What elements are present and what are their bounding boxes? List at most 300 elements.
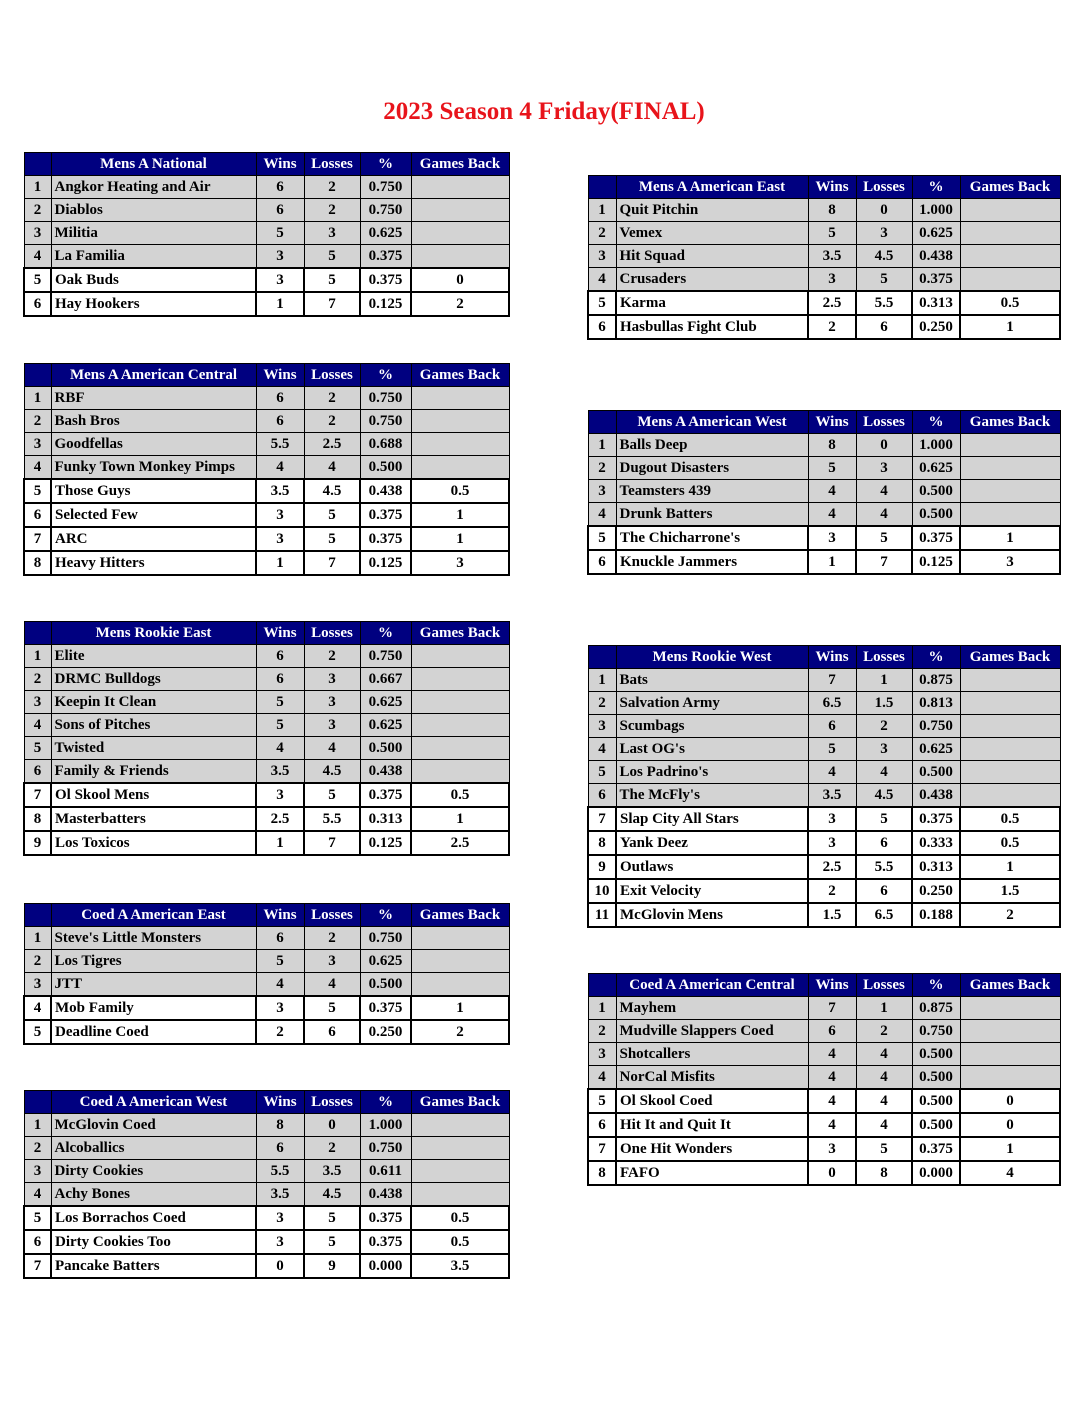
games-back-header: Games Back (960, 411, 1060, 434)
header-row (24, 153, 509, 176)
wins-header: Wins (256, 1091, 304, 1114)
rank-cell: 3 (588, 1043, 616, 1066)
rank-cell: 1 (588, 199, 616, 222)
games-back-cell (411, 1160, 509, 1183)
games-back-cell (960, 503, 1060, 527)
wins-header: Wins (808, 176, 856, 199)
wins-cell: 3 (256, 1230, 304, 1254)
rank-cell: 3 (588, 245, 616, 268)
wins-cell: 1 (256, 831, 304, 855)
games-back-cell (960, 1066, 1060, 1090)
rank-header (24, 622, 51, 645)
standings-table (23, 363, 510, 576)
team-name: Those Guys (51, 479, 256, 503)
pct-cell: 0.500 (912, 1113, 960, 1137)
rank-cell: 3 (24, 973, 51, 997)
losses-header: Losses (856, 646, 912, 669)
games-back-cell: 1 (960, 315, 1060, 339)
pct-cell: 0.750 (360, 387, 411, 410)
team-name: Hit It and Quit It (616, 1113, 808, 1137)
table-row (24, 199, 509, 222)
pct-cell: 0.375 (912, 807, 960, 831)
pct-cell: 0.250 (360, 1020, 411, 1044)
rank-cell: 4 (588, 268, 616, 292)
losses-cell: 3 (856, 457, 912, 480)
losses-cell: 1 (856, 669, 912, 692)
pct-cell: 0.500 (912, 1089, 960, 1113)
losses-cell: 2 (304, 387, 360, 410)
table-row (24, 503, 509, 527)
pct-header: % (360, 904, 411, 927)
rank-cell: 5 (24, 1206, 51, 1230)
losses-header: Losses (304, 364, 360, 387)
games-back-cell: 0.5 (960, 291, 1060, 315)
table-row (24, 433, 509, 456)
losses-cell: 2 (856, 715, 912, 738)
games-back-cell (411, 387, 509, 410)
wins-cell: 6 (256, 199, 304, 222)
pct-header: % (360, 364, 411, 387)
team-name: Elite (51, 645, 256, 668)
table-row (588, 1043, 1060, 1066)
games-back-cell (960, 245, 1060, 268)
losses-cell: 3 (856, 738, 912, 761)
losses-cell: 5 (856, 268, 912, 292)
table-row (588, 1137, 1060, 1161)
wins-cell: 0 (256, 1254, 304, 1278)
games-back-cell: 3 (960, 550, 1060, 574)
games-back-cell (960, 715, 1060, 738)
games-back-cell: 0.5 (960, 831, 1060, 855)
rank-cell: 10 (588, 879, 616, 903)
team-name: Slap City All Stars (616, 807, 808, 831)
games-back-cell: 2 (960, 903, 1060, 927)
games-back-cell (411, 927, 509, 950)
losses-cell: 5.5 (856, 855, 912, 879)
games-back-cell (960, 761, 1060, 784)
rank-cell: 3 (588, 715, 616, 738)
pct-cell: 0.375 (360, 1206, 411, 1230)
standings-table (587, 973, 1061, 1186)
games-back-cell: 1 (960, 526, 1060, 550)
team-name: Dirty Cookies (51, 1160, 256, 1183)
wins-cell: 3 (256, 1206, 304, 1230)
table-row (588, 669, 1060, 692)
rank-cell: 1 (24, 1114, 51, 1137)
table-row (588, 503, 1060, 527)
team-name: Shotcallers (616, 1043, 808, 1066)
rank-header (588, 974, 616, 997)
games-back-cell: 1 (411, 527, 509, 551)
rank-cell: 3 (588, 480, 616, 503)
table-row (24, 1206, 509, 1230)
wins-header: Wins (808, 974, 856, 997)
rank-cell: 1 (24, 645, 51, 668)
losses-cell: 4 (304, 973, 360, 997)
games-back-cell (411, 176, 509, 199)
rank-header (24, 904, 51, 927)
losses-cell: 6.5 (856, 903, 912, 927)
pct-cell: 0.188 (912, 903, 960, 927)
table-row (24, 760, 509, 784)
rank-cell: 2 (24, 950, 51, 973)
pct-cell: 0.313 (360, 807, 411, 831)
losses-cell: 1 (856, 997, 912, 1020)
games-back-cell: 3.5 (411, 1254, 509, 1278)
pct-cell: 0.438 (360, 760, 411, 784)
table-row (24, 245, 509, 269)
losses-cell: 4.5 (856, 784, 912, 808)
pct-cell: 1.000 (912, 199, 960, 222)
rank-cell: 4 (24, 245, 51, 269)
wins-cell: 6 (256, 668, 304, 691)
rank-cell: 1 (24, 387, 51, 410)
wins-cell: 3.5 (256, 479, 304, 503)
rank-cell: 4 (588, 738, 616, 761)
wins-cell: 3 (808, 526, 856, 550)
rank-cell: 9 (24, 831, 51, 855)
games-back-header: Games Back (411, 364, 509, 387)
table-row (24, 1020, 509, 1044)
rank-cell: 7 (588, 1137, 616, 1161)
pct-cell: 0.667 (360, 668, 411, 691)
losses-cell: 5 (304, 783, 360, 807)
pct-cell: 0.375 (912, 1137, 960, 1161)
games-back-cell (411, 737, 509, 760)
losses-header: Losses (856, 176, 912, 199)
team-name: Los Toxicos (51, 831, 256, 855)
page-title: 2023 Season 4 Friday(FINAL) (383, 98, 705, 125)
games-back-cell (411, 1183, 509, 1207)
losses-cell: 5.5 (856, 291, 912, 315)
pct-header: % (360, 153, 411, 176)
rank-cell: 2 (588, 692, 616, 715)
wins-cell: 3 (256, 996, 304, 1020)
team-name: Salvation Army (616, 692, 808, 715)
rank-cell: 6 (588, 315, 616, 339)
wins-cell: 2 (256, 1020, 304, 1044)
rank-cell: 2 (588, 457, 616, 480)
pct-header: % (912, 176, 960, 199)
losses-cell: 3 (304, 222, 360, 245)
team-name: Hit Squad (616, 245, 808, 268)
team-name: The Chicharrone's (616, 526, 808, 550)
pct-cell: 0.250 (912, 879, 960, 903)
standings-table (587, 645, 1061, 928)
wins-cell: 3 (256, 268, 304, 292)
standings-table (23, 621, 510, 856)
losses-cell: 7 (856, 550, 912, 574)
games-back-cell (411, 245, 509, 269)
table-row (24, 387, 509, 410)
pct-cell: 0.375 (360, 783, 411, 807)
wins-cell: 1 (256, 292, 304, 316)
losses-cell: 3 (304, 691, 360, 714)
losses-cell: 6 (856, 315, 912, 339)
wins-cell: 8 (256, 1114, 304, 1137)
losses-cell: 2 (304, 927, 360, 950)
wins-header: Wins (256, 622, 304, 645)
losses-cell: 6 (856, 831, 912, 855)
games-back-cell (411, 199, 509, 222)
games-back-cell: 2 (411, 1020, 509, 1044)
losses-cell: 3 (856, 222, 912, 245)
wins-cell: 5.5 (256, 1160, 304, 1183)
games-back-cell (411, 714, 509, 737)
division-name: Mens Rookie East (51, 622, 256, 645)
rank-header (588, 646, 616, 669)
team-name: Angkor Heating and Air (51, 176, 256, 199)
team-name: Los Borrachos Coed (51, 1206, 256, 1230)
losses-cell: 3 (304, 950, 360, 973)
table-row (588, 1020, 1060, 1043)
pct-header: % (912, 974, 960, 997)
games-back-cell: 3 (411, 551, 509, 575)
losses-header: Losses (856, 411, 912, 434)
wins-header: Wins (256, 153, 304, 176)
losses-cell: 5 (304, 268, 360, 292)
rank-cell: 4 (24, 1183, 51, 1207)
pct-header: % (912, 646, 960, 669)
team-name: Achy Bones (51, 1183, 256, 1207)
team-name: Dugout Disasters (616, 457, 808, 480)
table-row (24, 737, 509, 760)
team-name: La Familia (51, 245, 256, 269)
pct-cell: 0.625 (360, 691, 411, 714)
division-name: Mens A American West (616, 411, 808, 434)
pct-cell: 0.313 (912, 291, 960, 315)
pct-cell: 0.625 (360, 222, 411, 245)
wins-cell: 6 (256, 176, 304, 199)
wins-cell: 7 (808, 669, 856, 692)
wins-cell: 5 (808, 222, 856, 245)
wins-header: Wins (808, 411, 856, 434)
table-row (24, 551, 509, 575)
standings-table (587, 410, 1061, 575)
wins-cell: 5 (808, 738, 856, 761)
losses-cell: 2 (304, 176, 360, 199)
pct-cell: 0.500 (912, 1066, 960, 1090)
table-row (24, 691, 509, 714)
table-row (588, 480, 1060, 503)
rank-cell: 1 (588, 997, 616, 1020)
pct-cell: 0.813 (912, 692, 960, 715)
rank-cell: 8 (24, 551, 51, 575)
pct-cell: 0.438 (912, 784, 960, 808)
losses-cell: 2 (304, 645, 360, 668)
table-row (24, 714, 509, 737)
pct-cell: 0.500 (912, 503, 960, 527)
pct-cell: 0.750 (360, 199, 411, 222)
table-row (24, 927, 509, 950)
losses-cell: 5 (304, 1230, 360, 1254)
rank-cell: 4 (588, 503, 616, 527)
pct-cell: 0.500 (912, 1043, 960, 1066)
pct-cell: 0.750 (360, 927, 411, 950)
team-name: Ol Skool Mens (51, 783, 256, 807)
losses-cell: 5 (304, 527, 360, 551)
rank-cell: 7 (24, 1254, 51, 1278)
games-back-cell: 1 (411, 503, 509, 527)
wins-cell: 2.5 (808, 291, 856, 315)
losses-cell: 7 (304, 551, 360, 575)
wins-cell: 4 (808, 1043, 856, 1066)
wins-cell: 3 (256, 527, 304, 551)
games-back-header: Games Back (411, 904, 509, 927)
table-row (588, 692, 1060, 715)
table-row (24, 1230, 509, 1254)
games-back-cell (960, 738, 1060, 761)
losses-cell: 4 (856, 1113, 912, 1137)
rank-cell: 5 (24, 268, 51, 292)
pct-cell: 0.500 (912, 480, 960, 503)
games-back-cell: 0.5 (411, 479, 509, 503)
team-name: Hasbullas Fight Club (616, 315, 808, 339)
table-row (24, 527, 509, 551)
pct-cell: 0.500 (360, 456, 411, 480)
wins-cell: 5 (256, 950, 304, 973)
losses-cell: 0 (856, 199, 912, 222)
losses-cell: 4.5 (304, 479, 360, 503)
wins-cell: 6 (256, 1137, 304, 1160)
losses-cell: 5 (304, 996, 360, 1020)
header-row (24, 904, 509, 927)
games-back-cell: 0 (960, 1089, 1060, 1113)
rank-cell: 3 (24, 1160, 51, 1183)
wins-cell: 1 (256, 551, 304, 575)
pct-cell: 0.438 (360, 479, 411, 503)
wins-cell: 4 (808, 1113, 856, 1137)
rank-cell: 2 (588, 222, 616, 245)
team-name: DRMC Bulldogs (51, 668, 256, 691)
rank-cell: 6 (588, 550, 616, 574)
losses-header: Losses (304, 622, 360, 645)
games-back-cell: 0.5 (411, 783, 509, 807)
games-back-cell (411, 645, 509, 668)
games-back-cell (960, 784, 1060, 808)
pct-cell: 0.625 (360, 714, 411, 737)
rank-header (588, 176, 616, 199)
rank-cell: 7 (24, 527, 51, 551)
wins-cell: 3.5 (808, 784, 856, 808)
table-row (588, 879, 1060, 903)
team-name: Pancake Batters (51, 1254, 256, 1278)
wins-cell: 6 (808, 715, 856, 738)
table-row (588, 997, 1060, 1020)
games-back-header: Games Back (960, 176, 1060, 199)
games-back-cell: 0 (960, 1113, 1060, 1137)
pct-cell: 0.375 (912, 268, 960, 292)
team-name: Exit Velocity (616, 879, 808, 903)
wins-cell: 5 (256, 691, 304, 714)
losses-cell: 5.5 (304, 807, 360, 831)
team-name: JTT (51, 973, 256, 997)
table-row (588, 738, 1060, 761)
rank-cell: 5 (24, 479, 51, 503)
team-name: Masterbatters (51, 807, 256, 831)
pct-cell: 0.750 (912, 715, 960, 738)
team-name: Crusaders (616, 268, 808, 292)
table-row (588, 526, 1060, 550)
team-name: Vemex (616, 222, 808, 245)
pct-cell: 0.500 (360, 737, 411, 760)
wins-cell: 3 (256, 783, 304, 807)
games-back-cell (411, 691, 509, 714)
table-row (24, 1183, 509, 1207)
losses-cell: 8 (856, 1161, 912, 1185)
losses-cell: 5 (856, 1137, 912, 1161)
games-back-header: Games Back (411, 153, 509, 176)
games-back-cell (960, 1020, 1060, 1043)
header-row (24, 622, 509, 645)
table-row (24, 268, 509, 292)
header-row (588, 176, 1060, 199)
games-back-cell (411, 456, 509, 480)
table-row (588, 1066, 1060, 1090)
rank-cell: 1 (588, 434, 616, 457)
losses-cell: 5 (856, 807, 912, 831)
rank-header (588, 411, 616, 434)
team-name: Oak Buds (51, 268, 256, 292)
pct-cell: 0.000 (360, 1254, 411, 1278)
team-name: McGlovin Mens (616, 903, 808, 927)
games-back-cell (960, 222, 1060, 245)
wins-cell: 2.5 (256, 807, 304, 831)
team-name: McGlovin Coed (51, 1114, 256, 1137)
team-name: Mob Family (51, 996, 256, 1020)
header-row (24, 364, 509, 387)
rank-cell: 8 (588, 831, 616, 855)
rank-cell: 6 (24, 503, 51, 527)
rank-cell: 4 (24, 714, 51, 737)
table-row (24, 1254, 509, 1278)
losses-cell: 6 (304, 1020, 360, 1044)
rank-cell: 6 (24, 292, 51, 316)
games-back-cell: 0 (411, 268, 509, 292)
games-back-cell (411, 410, 509, 433)
wins-cell: 8 (808, 199, 856, 222)
wins-cell: 6 (256, 410, 304, 433)
table-row (588, 831, 1060, 855)
losses-header: Losses (304, 904, 360, 927)
team-name: Sons of Pitches (51, 714, 256, 737)
rank-cell: 4 (24, 456, 51, 480)
games-back-cell (960, 669, 1060, 692)
losses-cell: 1.5 (856, 692, 912, 715)
table-row (588, 268, 1060, 292)
team-name: Alcoballics (51, 1137, 256, 1160)
pct-cell: 0.375 (360, 996, 411, 1020)
rank-cell: 5 (588, 1089, 616, 1113)
losses-cell: 2 (304, 410, 360, 433)
losses-cell: 4 (856, 1066, 912, 1090)
losses-cell: 4 (856, 480, 912, 503)
team-name: Funky Town Monkey Pimps (51, 456, 256, 480)
division-name: Coed A American West (51, 1091, 256, 1114)
table-row (588, 245, 1060, 268)
team-name: Teamsters 439 (616, 480, 808, 503)
wins-cell: 2 (808, 315, 856, 339)
games-back-cell: 1 (960, 1137, 1060, 1161)
table-row (24, 176, 509, 199)
rank-cell: 8 (24, 807, 51, 831)
games-back-header: Games Back (960, 974, 1060, 997)
table-row (588, 222, 1060, 245)
losses-cell: 4 (856, 1089, 912, 1113)
team-name: Karma (616, 291, 808, 315)
team-name: Steve's Little Monsters (51, 927, 256, 950)
table-row (588, 457, 1060, 480)
